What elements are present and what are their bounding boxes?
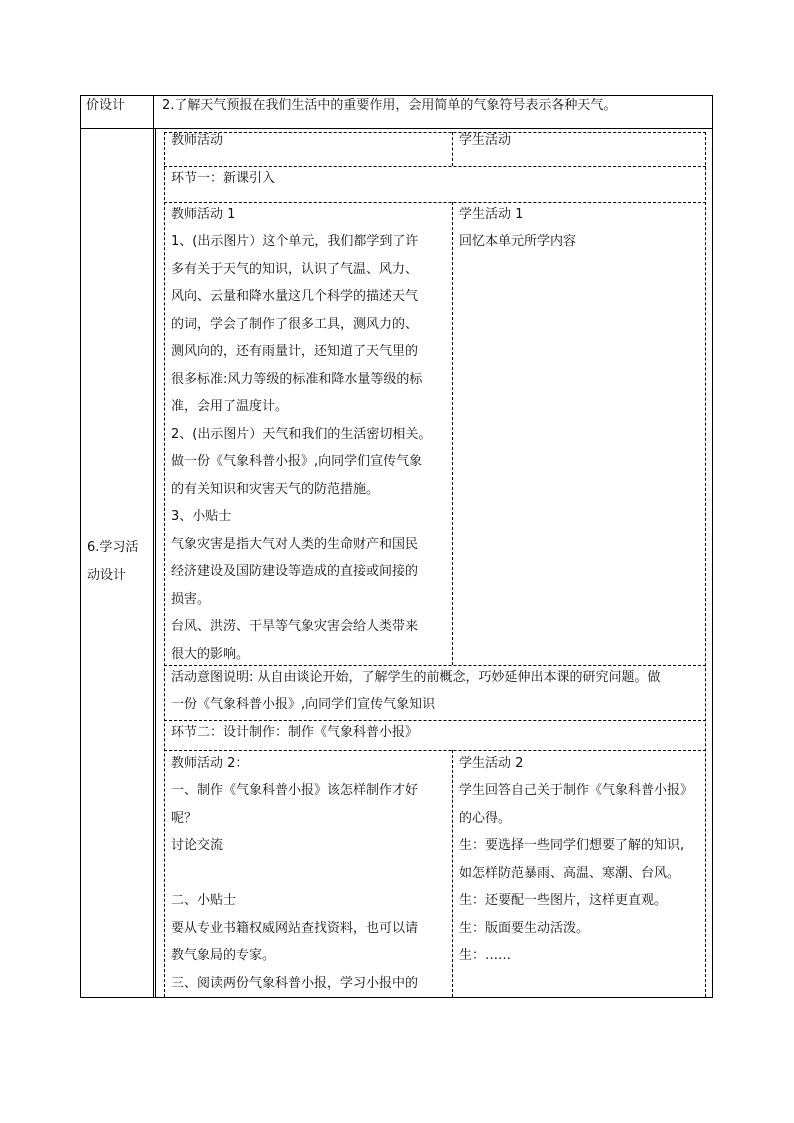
row-label-line1: 6.学习活 bbox=[87, 540, 139, 555]
inner-border-top bbox=[164, 132, 706, 133]
column-divider bbox=[153, 95, 154, 998]
text-line: 3、小贴士 bbox=[171, 509, 232, 524]
text-line: 的词，学会了制作了很多工具，测风力的、 bbox=[171, 316, 419, 332]
text-line: 一、制作《气象科普小报》该怎样制作才好 bbox=[171, 783, 419, 798]
activity-intent-line2: 一份《气象科普小报》,向同学们宣传气象知识 bbox=[171, 697, 436, 712]
text-line: 生：版面要生动活泼。 bbox=[459, 920, 590, 936]
table-border-left bbox=[80, 95, 81, 998]
teacher-activity-header: 教师活动 bbox=[171, 133, 224, 148]
table-border-top bbox=[80, 95, 713, 96]
text-line: 要从专业书籍权威网站查找资料，也可以请 bbox=[171, 920, 419, 936]
text-line: 生：要选择一些同学们想要了解的知识, bbox=[459, 838, 685, 853]
text-line: 气象灾害是指大气对人类的生命财产和国民 bbox=[171, 536, 419, 552]
student-activity-1-title: 学生活动 1 bbox=[459, 207, 524, 222]
inner-column-divider bbox=[452, 202, 453, 665]
text-line: 的有关知识和灾害天气的防范措施。 bbox=[171, 481, 380, 497]
text-line: 1、(出示图片）这个单元，我们都学到了许 bbox=[171, 234, 419, 249]
student-activity-2-title: 学生活动 2 bbox=[459, 756, 524, 771]
table-border-right bbox=[712, 95, 713, 998]
inner-column-divider bbox=[452, 132, 453, 166]
section2-title: 环节二：设计制作：制作《气象科普小报》 bbox=[171, 725, 419, 740]
text-line: 测风向的，还有雨量计，还知道了天气里的 bbox=[171, 344, 419, 359]
text-line: 学生回答自己关于制作《气象科普小报》 bbox=[459, 783, 694, 798]
text-line: 讨论交流 bbox=[171, 838, 224, 853]
inner-border-left bbox=[164, 132, 165, 997]
text-line: 风向、云量和降水量这几个科学的描述天气 bbox=[171, 289, 419, 304]
student-activity-2-body bbox=[459, 783, 704, 976]
text-line: 生：…… bbox=[459, 948, 512, 963]
section1-title: 环节一：新课引入 bbox=[171, 171, 276, 186]
text-line: 如怎样防范暴雨、高温、寒潮、台风。 bbox=[459, 865, 681, 881]
student-activity-1-body: 回忆本单元所学内容 bbox=[459, 234, 577, 249]
row-label-line2: 动设计 bbox=[87, 568, 127, 583]
text-line: 经济建设及国防建设等造成的直接或间接的 bbox=[171, 564, 419, 579]
activity-intent-line1: 活动意图说明: 从自由谈论开始，了解学生的前概念，巧妙延伸出本课的研究问题。做 bbox=[171, 670, 661, 685]
text-line: 损害。 bbox=[171, 591, 211, 607]
text-line: 很多标准:风力等级的标准和降水量等级的标 bbox=[171, 371, 423, 387]
teacher-activity-1-body bbox=[171, 234, 451, 674]
text-line: 很大的影响。 bbox=[171, 646, 250, 662]
text-line: 呢？ bbox=[171, 810, 198, 826]
row-divider bbox=[80, 128, 713, 129]
teacher-activity-2-title: 教师活动 2： bbox=[171, 756, 249, 771]
inner-divider bbox=[164, 202, 706, 203]
text-line: 教气象局的专家。 bbox=[171, 948, 276, 963]
teacher-activity-1-title: 教师活动 1 bbox=[171, 207, 236, 222]
inner-divider bbox=[164, 750, 706, 751]
evaluation-content: 2.了解天气预报在我们生活中的重要作用，会用简单的气象符号表示各种天气。 bbox=[162, 98, 617, 113]
text-line: 准，会用了温度计。 bbox=[171, 399, 289, 414]
inner-column-divider bbox=[452, 750, 453, 997]
inner-border-right bbox=[705, 132, 706, 997]
inner-divider bbox=[164, 720, 706, 721]
column-divider-inner bbox=[155, 128, 156, 998]
text-line bbox=[171, 866, 451, 894]
teacher-activity-2-body bbox=[171, 783, 451, 1003]
text-line: 二、小贴士 bbox=[171, 893, 237, 908]
text-line: 台风、洪涝、干旱等气象灾害会给人类带来 bbox=[171, 619, 419, 634]
text-line: 做一份《气象科普小报》,向同学们宣传气象 bbox=[171, 454, 423, 469]
inner-divider bbox=[164, 166, 706, 167]
text-line: 三、阅读两份气象科普小报，学习小报中的 bbox=[171, 975, 419, 991]
text-line: 的心得。 bbox=[459, 810, 512, 826]
text-line: 2、(出示图片）天气和我们的生活密切相关。 bbox=[171, 426, 432, 442]
row-label-evaluation-design: 价设计 bbox=[86, 98, 126, 113]
text-line: 多有关于天气的知识，认识了气温、风力、 bbox=[171, 261, 419, 277]
text-line: 生：还要配一些图片，这样更直观。 bbox=[459, 893, 668, 908]
student-activity-header: 学生活动 bbox=[459, 133, 512, 148]
